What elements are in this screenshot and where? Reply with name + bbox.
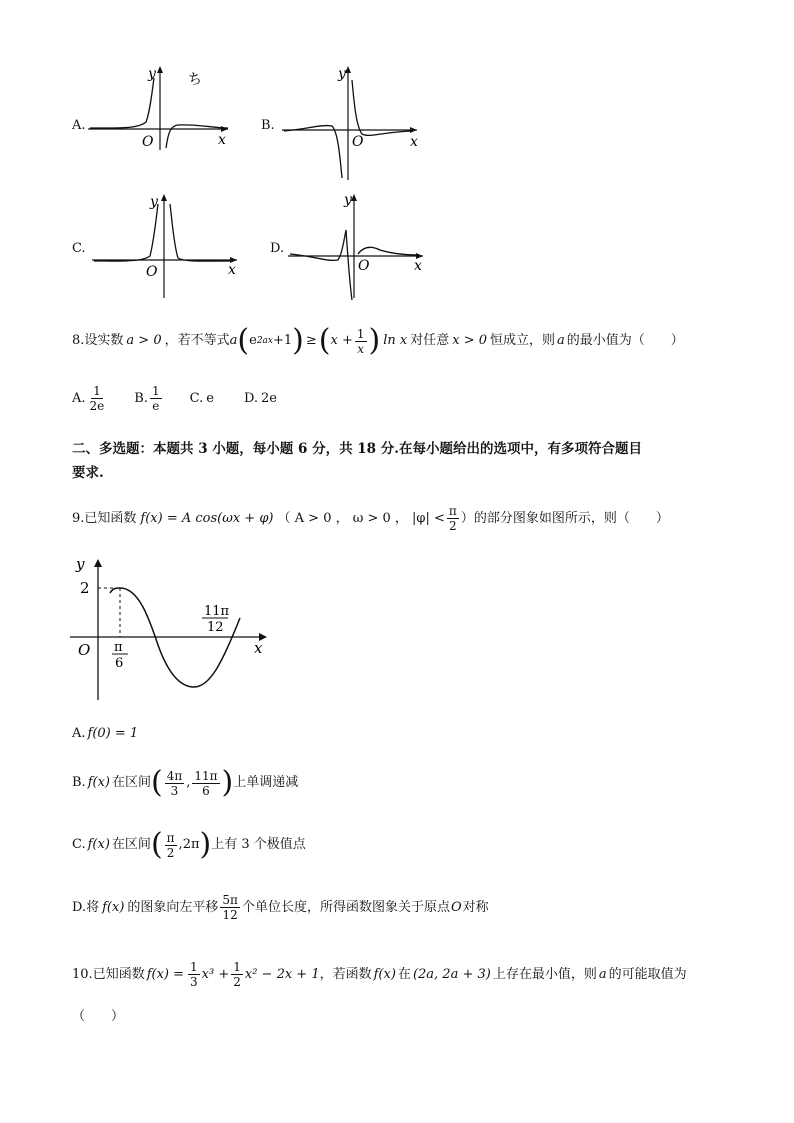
q9-opt-d-mid: 的图象向左平移 bbox=[127, 899, 219, 915]
graph-a-y: y bbox=[148, 66, 156, 82]
q9-opt-b-post: 上单调递减 bbox=[233, 775, 299, 790]
q10-f: f(x) bbox=[373, 966, 396, 982]
q8-tail-1: 对任意 bbox=[410, 333, 450, 348]
q9-stem bbox=[72, 504, 669, 533]
q8-mid: ，若不等式 bbox=[164, 333, 230, 348]
graph-c-y: y bbox=[150, 194, 158, 210]
q10-t2: x² − 2x + 1 bbox=[244, 966, 320, 982]
q9-opt-a-text: f(0) = 1 bbox=[87, 726, 139, 741]
q8-ineq-a: a bbox=[229, 333, 238, 348]
option-c-label: C. bbox=[72, 241, 86, 256]
q10-stem bbox=[72, 960, 687, 989]
graph-d-origin: O bbox=[358, 258, 370, 274]
q8-opt-a-label: A. bbox=[72, 390, 86, 406]
q8-fraction bbox=[355, 327, 367, 356]
option-d-label: D. bbox=[270, 241, 285, 256]
q10-tail: 上存在最小值，则 bbox=[492, 966, 597, 982]
section-2-line-1: 二、多选题：本题共 3 小题，每小题 6 分，共 18 分.在每小题给出的选项中，有多项符合题目 bbox=[72, 441, 642, 457]
q10-d2: 2 bbox=[233, 975, 241, 989]
graph-b-x: x bbox=[410, 134, 418, 150]
q8-lead: 设实数 bbox=[84, 333, 124, 348]
left-paren-2: ( bbox=[318, 323, 331, 358]
q8-tail-2: 恒成立，则 bbox=[490, 333, 556, 348]
q9-func: f(x) = A cos(ωx + φ) bbox=[140, 510, 274, 526]
q10-in: 在 bbox=[397, 966, 411, 982]
q10-a: a bbox=[598, 966, 607, 982]
q10-interval: (2a, 2a + 3) bbox=[412, 966, 491, 982]
q9-opt-c-frac bbox=[165, 831, 177, 860]
q9-opt-d-f: f(x) bbox=[102, 899, 125, 915]
graph-d-y: y bbox=[344, 192, 352, 208]
q9-opt-c-d1: 2 bbox=[166, 845, 175, 860]
q9-graph-right-den: 12 bbox=[207, 620, 224, 635]
q8-opt-b-den: e bbox=[152, 399, 160, 413]
q10-n2: 1 bbox=[233, 960, 241, 974]
section-2-heading bbox=[72, 437, 642, 485]
q9-opt-b-frac-2 bbox=[192, 769, 219, 798]
graph-a-origin: O bbox=[142, 134, 154, 150]
q9-graph-pi6-den: 6 bbox=[115, 656, 124, 671]
q8-stem bbox=[72, 323, 684, 358]
q9-two: 2 bbox=[449, 519, 457, 533]
q9-graph-x: x bbox=[254, 639, 263, 657]
q9-option-b bbox=[72, 765, 299, 800]
q9-opt-b-n1: 4π bbox=[166, 768, 183, 783]
q9-graph-amp: 2 bbox=[80, 579, 90, 597]
graph-c bbox=[92, 190, 252, 300]
q9-opt-d-n: 5π bbox=[222, 893, 238, 907]
q8-opt-b-label: B. bbox=[134, 390, 148, 406]
q8-opt-a-den: 2e bbox=[89, 399, 105, 413]
q9-graph-right-num: 11π bbox=[204, 604, 230, 619]
graph-c-x: x bbox=[228, 262, 236, 278]
section-2-line-2: 要求. bbox=[72, 465, 104, 481]
q8-plus1: +1 bbox=[272, 333, 293, 348]
q8-frac-num: 1 bbox=[356, 326, 365, 341]
left-paren: ( bbox=[237, 323, 250, 358]
graph-b bbox=[282, 62, 432, 182]
q9-tail: ）的部分图象如图所示，则（ ） bbox=[460, 510, 669, 526]
q9-lead: 已知函数 bbox=[84, 510, 137, 526]
q8-frac-den: x bbox=[357, 341, 365, 356]
q9-opt-d-o: O bbox=[450, 899, 462, 915]
q8-opt-d-val: 2e bbox=[261, 390, 277, 406]
q9-opt-a-label: A. bbox=[72, 726, 86, 741]
q9-opt-b-label: B. bbox=[72, 775, 86, 790]
right-paren-2: ) bbox=[368, 323, 381, 358]
q10-frac-2 bbox=[231, 960, 243, 989]
q9-pi: π bbox=[448, 504, 457, 518]
q8-opt-c-label: C. bbox=[189, 390, 204, 406]
q9-opt-c-pre: 在区间 bbox=[111, 837, 151, 852]
q9-opt-b-d2: 6 bbox=[202, 783, 210, 798]
q9-opt-d-pre: 将 bbox=[86, 899, 100, 915]
q8-opt-c-val: e bbox=[206, 390, 214, 406]
q9-opt-b-d1: 3 bbox=[170, 783, 179, 798]
q10-d1: 3 bbox=[190, 975, 198, 989]
q9-opt-d-frac bbox=[220, 893, 240, 922]
q8-lnx: ln x bbox=[383, 333, 408, 348]
q10-t1: x³ + bbox=[201, 966, 230, 982]
q8-opt-b-num: 1 bbox=[151, 384, 160, 398]
q10-number: 10. bbox=[72, 966, 93, 982]
graph-b-origin: O bbox=[352, 134, 364, 150]
q9-option-a bbox=[72, 725, 138, 743]
q9-opt-b-f: f(x) bbox=[87, 775, 110, 790]
q8-opt-b-frac bbox=[150, 384, 162, 413]
q9-number: 9. bbox=[72, 510, 85, 526]
q9-option-c bbox=[72, 827, 306, 862]
q9-opt-c-n1: π bbox=[166, 830, 175, 845]
q8-tail-3: 的最小值为（ ） bbox=[566, 333, 684, 348]
graph-c-origin: O bbox=[146, 264, 158, 280]
q10-frac-1 bbox=[188, 960, 200, 989]
q9-pi-half bbox=[447, 504, 459, 533]
q9-opt-c-v2: 2π bbox=[182, 837, 200, 852]
q9-graph-y: y bbox=[76, 555, 85, 573]
graph-b-y: y bbox=[338, 66, 346, 82]
q9-graph-pi6-num: π bbox=[114, 640, 123, 655]
right-paren: ) bbox=[292, 323, 304, 358]
q9-opt-b-n2: 11π bbox=[194, 768, 218, 783]
stray-mark: ち bbox=[188, 72, 202, 88]
q8-number: 8. bbox=[72, 333, 85, 348]
q10-fx: f(x) = bbox=[146, 966, 185, 982]
q8-cond: a > 0 bbox=[126, 333, 162, 348]
q8-opt-a-num: 1 bbox=[93, 384, 101, 398]
option-b-label: B. bbox=[261, 118, 275, 133]
q9-opt-d-label: D. bbox=[72, 899, 87, 915]
q9-opt-d-end: 对称 bbox=[462, 899, 489, 915]
q9-opt-c-post: 上有 3 个极值点 bbox=[211, 837, 306, 852]
q8-geq: ≥ bbox=[305, 333, 317, 348]
q8-x-plus: x + bbox=[330, 333, 353, 348]
left-paren: ( bbox=[151, 765, 163, 800]
option-a-label: A. bbox=[72, 118, 86, 133]
q9-opt-b-pre: 在区间 bbox=[111, 775, 151, 790]
q9-graph bbox=[70, 555, 280, 705]
q8-opt-a-frac bbox=[88, 384, 107, 413]
right-paren: ) bbox=[199, 827, 212, 862]
q10-lead: 已知函数 bbox=[92, 966, 145, 982]
q8-exp-sup: 2ax bbox=[256, 336, 273, 346]
q9-opt-c-f: f(x) bbox=[87, 837, 110, 852]
q9-opt-c-label: C. bbox=[72, 837, 86, 852]
comma: , bbox=[186, 775, 191, 790]
q10-answer-paren: （ ） bbox=[72, 1009, 125, 1024]
q9-graph-origin: O bbox=[78, 641, 91, 659]
left-paren: ( bbox=[150, 827, 163, 862]
q9-opt-b-frac-1 bbox=[165, 769, 185, 798]
graph-d-x: x bbox=[414, 258, 422, 274]
q9-opt-d-post: 个单位长度，所得函数图象关于原点 bbox=[241, 899, 450, 915]
q8-tail-a: a bbox=[557, 333, 565, 348]
q9-opt-d-d: 12 bbox=[222, 908, 238, 922]
graph-a-x: x bbox=[218, 132, 226, 148]
q10-end: 的可能取值为 bbox=[608, 966, 687, 982]
comma: , bbox=[178, 837, 183, 852]
q8-opt-d-label: D. bbox=[243, 390, 259, 406]
right-paren: ) bbox=[221, 765, 234, 800]
q9-option-d bbox=[72, 893, 489, 922]
q10-mid: ，若函数 bbox=[319, 966, 372, 982]
q8-exp-base: e bbox=[249, 333, 257, 348]
q10-n1: 1 bbox=[190, 960, 198, 974]
q9-cond: （ A > 0 ， ω > 0 ， |φ| < bbox=[277, 510, 445, 526]
graph-a bbox=[88, 62, 238, 152]
graph-d bbox=[288, 190, 438, 310]
q8-options bbox=[72, 384, 277, 413]
q8-tail-cond: x > 0 bbox=[452, 333, 487, 348]
